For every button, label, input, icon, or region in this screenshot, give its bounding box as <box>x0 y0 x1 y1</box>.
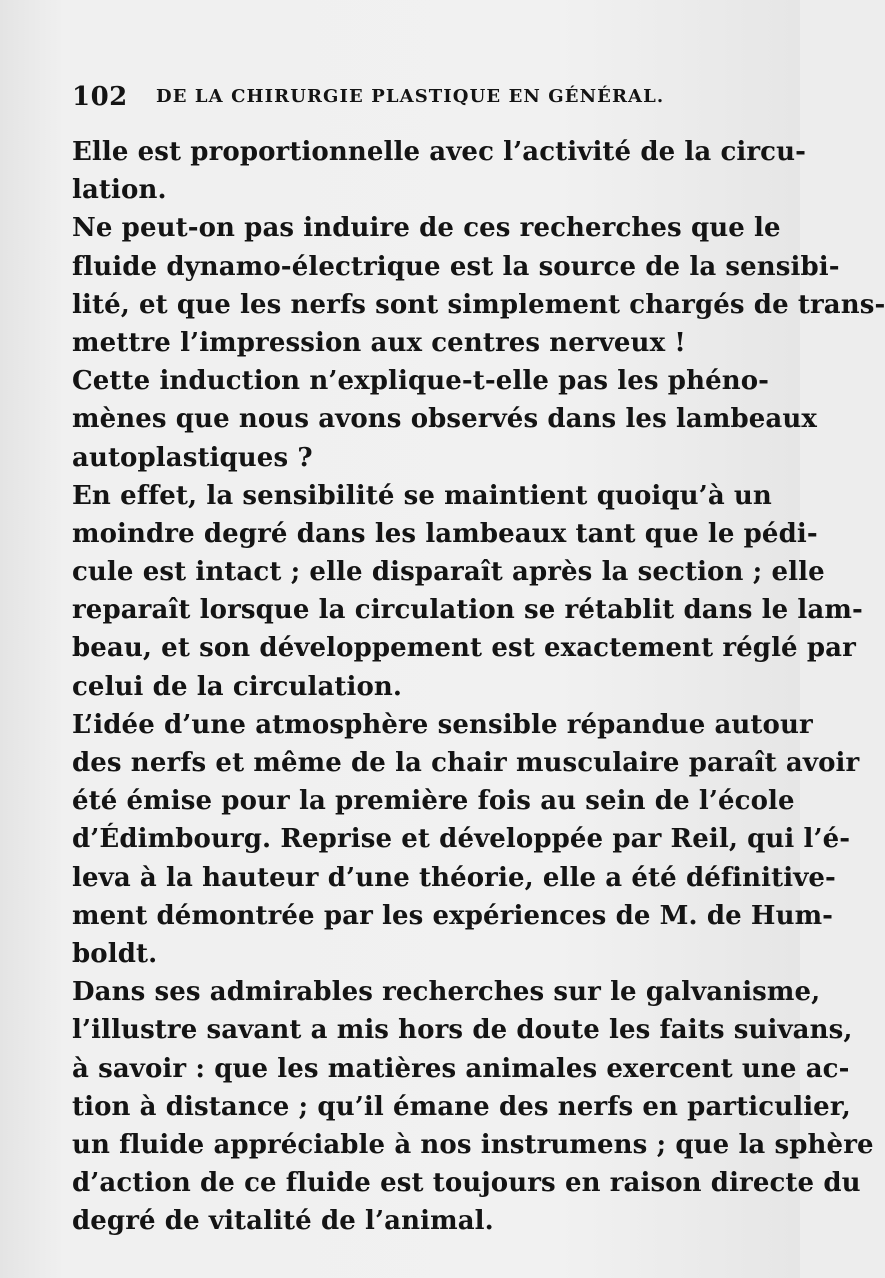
text-line: boldt. <box>72 938 158 969</box>
text-line: Dans ses admirables recherches sur le galvanisme, <box>72 977 821 1008</box>
text-line: des nerfs et même de la chair musculaire paraît avoir <box>72 748 860 778</box>
text-line: L’idée d’une atmosphère sensible répandue autour <box>72 709 813 740</box>
text-line: En effet, la sensibilité se maintient quoiqu’à un <box>72 480 772 511</box>
text-line: cule est intact ; elle disparaît après la section ; elle <box>72 557 825 588</box>
text-line: à savoir : que les matières animales exercent une ac- <box>72 1053 850 1084</box>
text-line: autoplastiques ? <box>72 442 313 473</box>
text-line: d’action de ce fluide est toujours en raison directe du <box>72 1168 861 1199</box>
text-line: Ne peut-on pas induire de ces recherches que le <box>72 213 781 244</box>
text-line: degré de vitalité de l’animal. <box>72 1206 494 1237</box>
text-line: celui de la circulation. <box>72 671 403 702</box>
text-line: d’Édimbourg. Reprise et développée par Reil, qui l’é- <box>72 824 851 855</box>
text-line: ment démontrée par les expériences de M. de Hum- <box>72 900 834 931</box>
text-line: fluide dynamo-électrique est la source de la sensibi- <box>72 251 840 282</box>
body-text <box>72 133 885 1240</box>
page-number: 102 <box>72 82 128 112</box>
text-line: mènes que nous avons observés dans les lambeaux <box>72 404 817 435</box>
text-line: reparaît lorsque la circulation se rétablit dans le lam- <box>72 595 863 626</box>
page-header <box>72 82 732 116</box>
text-line: beau, et son développement est exactement réglé par <box>72 633 856 664</box>
text-line: tion à distance ; qu’il émane des nerfs en particulier, <box>72 1091 851 1122</box>
text-line: lité, et que les nerfs sont simplement chargés de trans- <box>72 289 885 320</box>
text-line: mettre l’impression aux centres nerveux ! <box>72 327 686 358</box>
text-line: moindre degré dans les lambeaux tant que le pédi- <box>72 518 818 549</box>
text-line: Elle est proportionnelle avec l’activité de la circu- <box>72 137 807 167</box>
text-line: été émise pour la première fois au sein de l’école <box>72 786 795 817</box>
text-line: lation. <box>72 175 167 206</box>
text-line: un fluide appréciable à nos instrumens ; que la sphère <box>72 1129 874 1160</box>
running-title: DE LA CHIRURGIE PLASTIQUE EN GÉNÉRAL. <box>156 86 665 107</box>
text-line: l’illustre savant a mis hors de doute les faits suivans, <box>72 1015 853 1046</box>
text-line: leva à la hauteur d’une théorie, elle a été définitive- <box>72 862 836 893</box>
text-line: Cette induction n’explique-t-elle pas les phéno- <box>72 366 770 397</box>
